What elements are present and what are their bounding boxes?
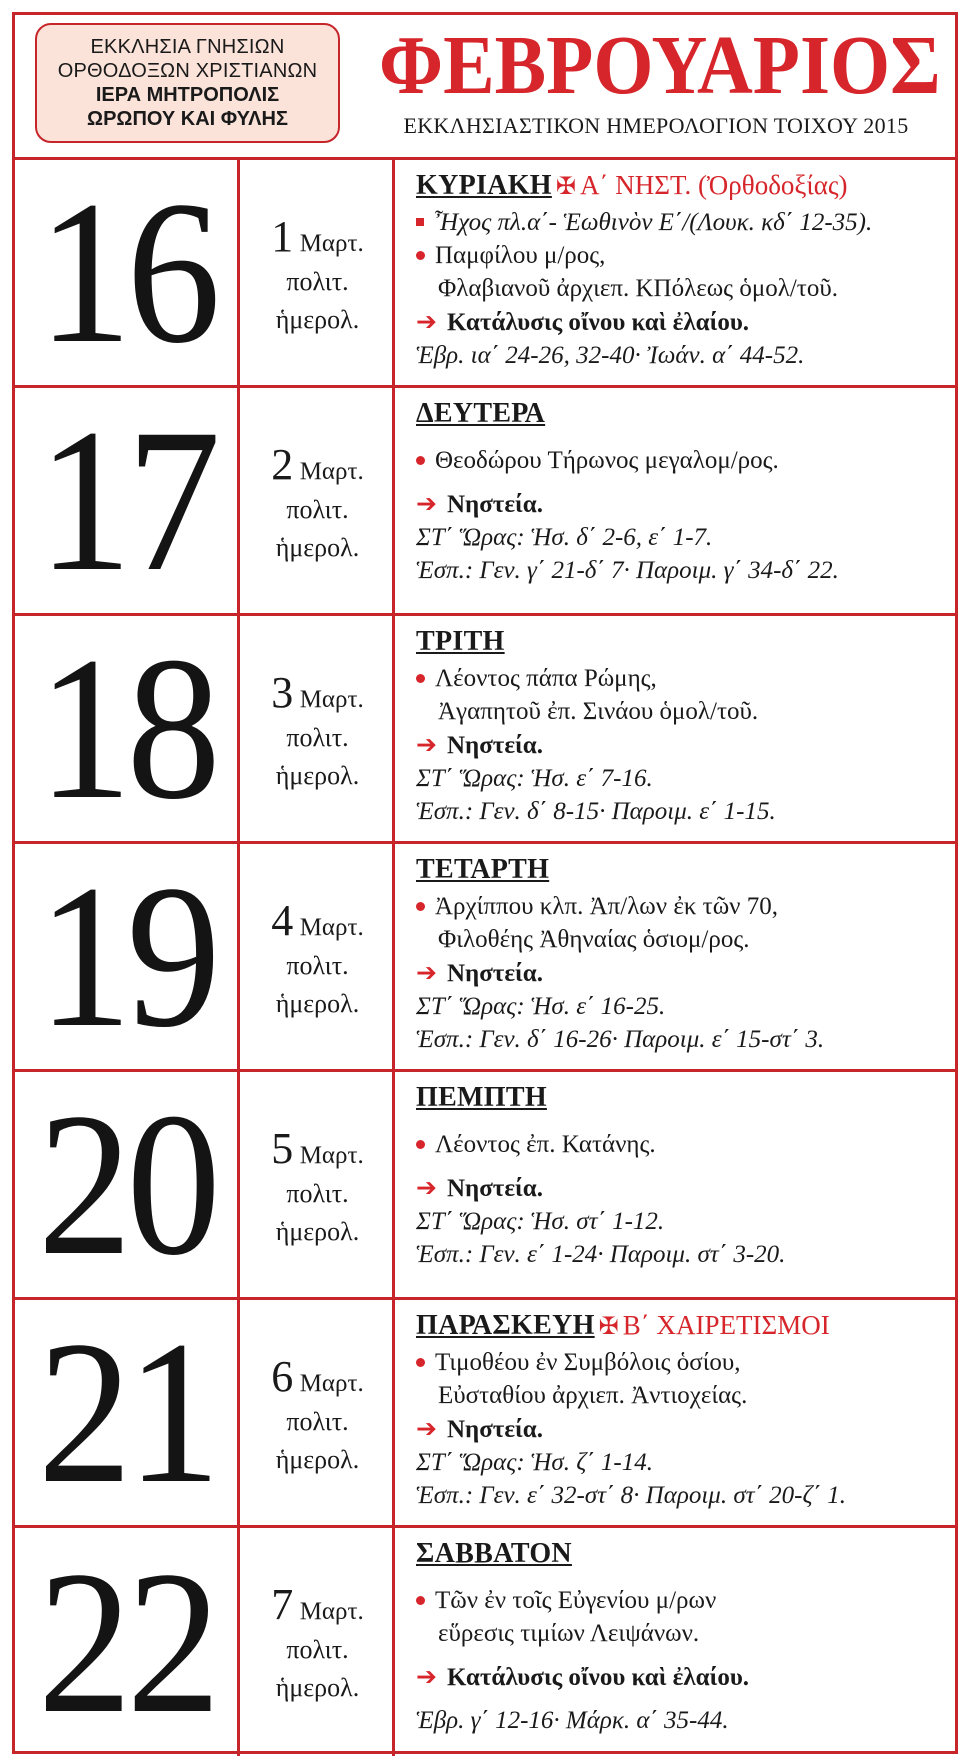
bullet-icon (416, 902, 425, 911)
bullet-icon (416, 251, 425, 260)
day-text-cell (398, 1528, 955, 1756)
calendar-header (15, 15, 955, 160)
day-number: 22 (37, 1528, 215, 1756)
julian-date-cell (243, 1072, 395, 1297)
saint-text: Παμφίλου μ/ρος, (435, 242, 606, 269)
weekday-name: ΔΕΥΤΕΡΑ (416, 398, 546, 429)
julian-label-calendar: ἡμερολ. (275, 989, 360, 1018)
bullet-icon (416, 1596, 425, 1605)
day-row (15, 616, 955, 844)
church-label-box (35, 23, 340, 143)
arrow-icon: ➔ (416, 1414, 437, 1443)
julian-label-civil: πολιτ. (286, 1179, 349, 1208)
weekday-name: ΚΥΡΙΑΚΗ (416, 170, 552, 201)
bullet-icon (416, 1140, 425, 1149)
day-text-cell (398, 160, 955, 385)
day-row (15, 844, 955, 1072)
julian-label-civil: πολιτ. (286, 1407, 349, 1436)
day-text-cell (398, 844, 955, 1069)
weekday-name: ΣΑΒΒΑΤΟΝ (416, 1538, 572, 1569)
saint-text-cont: Φλαβιανοῦ ἀρχιεπ. ΚΠόλεως ὁμολ/τοῦ. (438, 275, 838, 302)
month-title: ΦΕΒΡΟΥΑΡΙΟΣ (379, 19, 941, 112)
julian-label-calendar: ἡμερολ. (275, 533, 360, 562)
arrow-icon: ➔ (416, 730, 437, 759)
day-number: 17 (37, 387, 215, 614)
day-text-cell (398, 616, 955, 841)
day-number: 19 (37, 843, 215, 1070)
reading-text: ΣΤ΄ Ὥρας: Ἡσ. ε΄ 16-25. (416, 993, 666, 1020)
julian-day: 3 (271, 668, 294, 717)
julian-day: 7 (271, 1580, 294, 1629)
day-number-cell (15, 160, 240, 385)
julian-month: Μαρτ. (299, 1370, 364, 1397)
fasting-text: Νηστεία. (446, 960, 543, 987)
square-bullet-icon (416, 218, 424, 226)
weekday-name: ΤΕΤΑΡΤΗ (416, 854, 550, 885)
julian-day: 5 (271, 1124, 294, 1173)
day-list (15, 160, 955, 1756)
day-number-cell (15, 1072, 240, 1297)
reading-text: ΣΤ΄ Ὥρας: Ἡσ. ζ΄ 1-14. (416, 1449, 654, 1476)
calendar-sheet (12, 12, 958, 1754)
julian-date-cell (243, 844, 395, 1069)
day-row (15, 160, 955, 388)
reading-text: Ἑσπ.: Γεν. γ΄ 21-δ΄ 7· Παροιμ. γ΄ 34-δ΄ 22. (416, 557, 839, 584)
julian-day: 2 (271, 440, 294, 489)
church-line-3: ΙΕΡΑ ΜΗΤΡΟΠΟΛΙΣ (95, 84, 280, 106)
day-row (15, 1300, 955, 1528)
saint-text-cont: εὕρεσις τιμίων Λειψάνων. (438, 1620, 700, 1647)
saint-text: Τιμοθέου ἐν Συμβόλοις ὁσίου, (435, 1349, 741, 1376)
feast-title: Α΄ ΝΗΣΤ. (Ὀρθοδοξίας) (580, 170, 848, 200)
day-row (15, 388, 955, 616)
day-number-cell (15, 1528, 240, 1756)
day-row (15, 1528, 955, 1756)
bullet-icon (416, 456, 425, 465)
julian-month: Μαρτ. (299, 230, 364, 257)
julian-month: Μαρτ. (299, 686, 364, 713)
reading-text: Ἑβρ. ια΄ 24-26, 32-40· Ἰωάν. α΄ 44-52. (416, 342, 805, 369)
day-text-cell (398, 388, 955, 613)
julian-date-cell (243, 1528, 395, 1756)
reading-text: ΣΤ΄ Ὥρας: Ἡσ. ε΄ 7-16. (416, 765, 653, 792)
reading-text: Ἑβρ. γ΄ 12-16· Μάρκ. α΄ 35-44. (416, 1707, 729, 1734)
julian-month: Μαρτ. (299, 458, 364, 485)
julian-date-cell (243, 388, 395, 613)
day-text-cell (398, 1300, 955, 1525)
saint-text: Λέοντος πάπα Ρώμης, (435, 665, 657, 692)
day-number: 18 (37, 615, 215, 842)
saint-text-cont: Ἀγαπητοῦ ἐπ. Σινάου ὁμολ/τοῦ. (438, 698, 759, 725)
saint-text: Ἀρχίππου κλπ. Ἀπ/λων ἐκ τῶν 70, (435, 893, 778, 920)
reading-text: Ἑσπ.: Γεν. δ΄ 8-15· Παροιμ. ε΄ 1-15. (416, 798, 776, 825)
julian-label-civil: πολιτ. (286, 267, 349, 296)
day-number-cell (15, 616, 240, 841)
arrow-icon: ➔ (416, 1662, 437, 1691)
reading-text: Ἑσπ.: Γεν. ε΄ 1-24· Παροιμ. στ΄ 3-20. (416, 1241, 786, 1268)
julian-day: 4 (271, 896, 294, 945)
saint-text-cont: Εὐσταθίου ἀρχιεπ. Ἀντιοχείας. (438, 1382, 748, 1409)
julian-label-civil: πολιτ. (286, 951, 349, 980)
julian-day: 1 (271, 212, 294, 261)
julian-label-calendar: ἡμερολ. (275, 761, 360, 790)
weekday-name: ΤΡΙΤΗ (416, 626, 505, 657)
bullet-icon (416, 1358, 425, 1367)
julian-label-civil: πολιτ. (286, 723, 349, 752)
day-number-cell (15, 1300, 240, 1525)
day-number: 21 (37, 1299, 215, 1526)
julian-month: Μαρτ. (299, 1598, 364, 1625)
saint-text: Λέοντος ἐπ. Κατάνης. (435, 1131, 656, 1158)
bullet-icon (416, 674, 425, 683)
arrow-icon: ➔ (416, 1173, 437, 1202)
julian-label-calendar: ἡμερολ. (275, 1445, 360, 1474)
fasting-text: Κατάλυσις οἴνου καὶ ἐλαίου. (446, 1664, 750, 1691)
julian-date-cell (243, 616, 395, 841)
day-number-cell (15, 388, 240, 613)
julian-label-calendar: ἡμερολ. (275, 1217, 360, 1246)
arrow-icon: ➔ (416, 958, 437, 987)
julian-month: Μαρτ. (299, 914, 364, 941)
fasting-text: Νηστεία. (446, 1416, 543, 1443)
julian-label-calendar: ἡμερολ. (275, 305, 360, 334)
day-text-cell (398, 1072, 955, 1297)
julian-label-calendar: ἡμερολ. (275, 1673, 360, 1702)
arrow-icon: ➔ (416, 307, 437, 336)
reading-text: Ἑσπ.: Γεν. δ΄ 16-26· Παροιμ. ε΄ 15-στ΄ 3. (416, 1026, 825, 1053)
julian-label-civil: πολιτ. (286, 495, 349, 524)
saint-text: Τῶν ἐν τοῖς Εὐγενίου μ/ρων (435, 1587, 717, 1614)
weekday-name: ΠΕΜΠΤΗ (416, 1082, 547, 1113)
cross-icon: ✠ (598, 1314, 619, 1340)
arrow-icon: ➔ (416, 489, 437, 518)
fasting-text: Κατάλυσις οἴνου καὶ ἐλαίου. (446, 309, 750, 336)
cross-icon: ✠ (555, 174, 576, 200)
calendar-subtitle: ΕΚΚΛΗΣΙΑΣΤΙΚΟΝ ΗΜΕΡΟΛΟΓΙΟΝ ΤΟΙΧΟΥ 2015 (403, 113, 909, 138)
julian-date-cell (243, 1300, 395, 1525)
reading-text: Ἑσπ.: Γεν. ε΄ 32-στ΄ 8· Παροιμ. στ΄ 20-ζ΄ 1. (416, 1482, 846, 1509)
day-number-cell (15, 844, 240, 1069)
fasting-text: Νηστεία. (446, 1175, 543, 1202)
saint-text: Θεοδώρου Τήρωνος μεγαλομ/ρος. (435, 447, 779, 474)
feast-title: Β΄ ΧΑΙΡΕΤΙΣΜΟΙ (622, 1310, 830, 1340)
julian-label-civil: πολιτ. (286, 1635, 349, 1664)
echos-text: Ἦχος πλ.α΄- Ἑωθινὸν Ε΄/(Λουκ. κδ΄ 12-35). (434, 209, 873, 236)
saint-text-cont: Φιλοθέης Ἀθηναίας ὁσιομ/ρος. (438, 926, 750, 953)
day-row (15, 1072, 955, 1300)
day-number: 16 (37, 159, 215, 386)
day-number: 20 (37, 1071, 215, 1298)
fasting-text: Νηστεία. (446, 732, 543, 759)
weekday-name: ΠΑΡΑΣΚΕΥΗ (416, 1310, 595, 1341)
fasting-text: Νηστεία. (446, 491, 543, 518)
julian-day: 6 (271, 1352, 294, 1401)
julian-month: Μαρτ. (299, 1142, 364, 1169)
julian-date-cell (243, 160, 395, 385)
reading-text: ΣΤ΄ Ὥρας: Ἡσ. δ΄ 2-6, ε΄ 1-7. (416, 524, 713, 551)
reading-text: ΣΤ΄ Ὥρας: Ἡσ. στ΄ 1-12. (416, 1208, 665, 1235)
church-line-2: ΟΡΘΟΔΟΞΩΝ ΧΡΙΣΤΙΑΝΩΝ (57, 60, 318, 82)
church-line-1: ΕΚΚΛΗΣΙΑ ΓΝΗΣΙΩΝ (90, 36, 285, 58)
church-line-4: ΩΡΩΠΟΥ ΚΑΙ ΦΥΛΗΣ (87, 108, 288, 130)
